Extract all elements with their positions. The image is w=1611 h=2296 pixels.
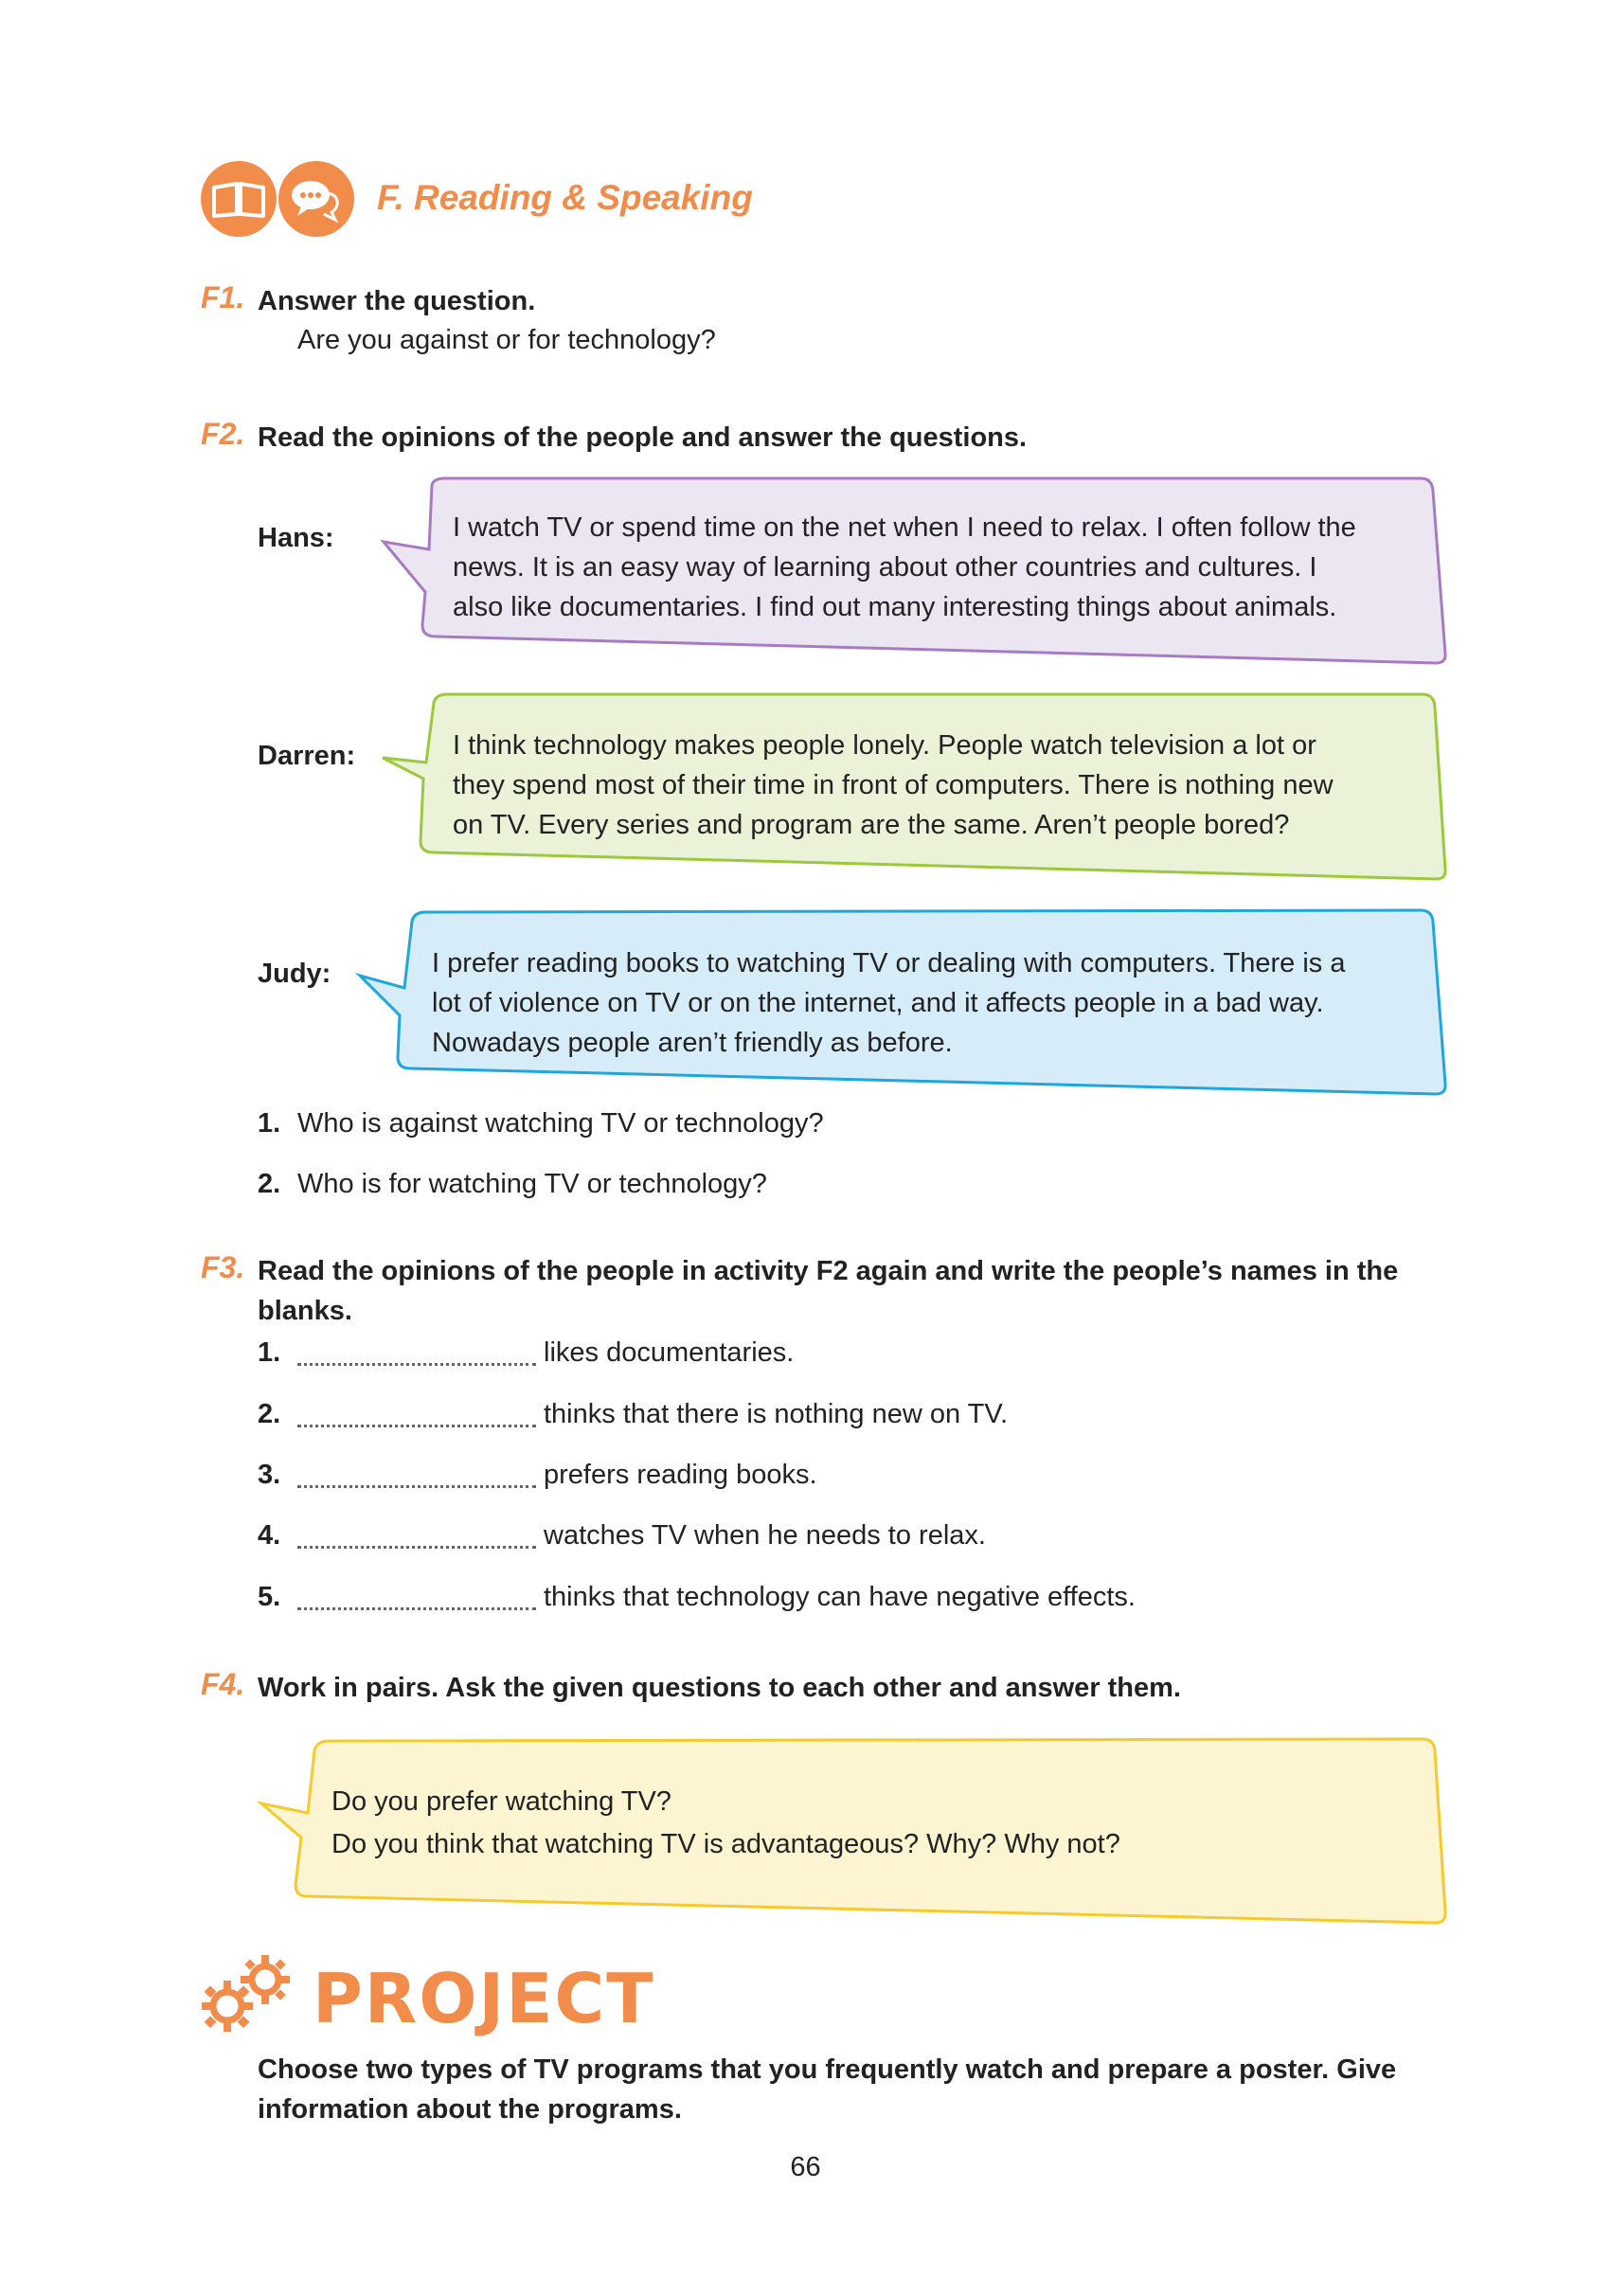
blank-4-number: 4.: [258, 1520, 281, 1551]
blank-4-text: watches TV when he needs to relax.: [544, 1520, 986, 1551]
f3-instruction-line1: Read the opinions of the people in activity F2 again and write the people’s names in the: [258, 1256, 1399, 1286]
f4-questions: Do you prefer watching TV? Do you think that watching TV is advantageous? Why? Why not?: [331, 1786, 1120, 1859]
speaker-darren: Darren:: [258, 741, 356, 771]
f4-instruction: Work in pairs. Ask the given questions to each other and answer them.: [258, 1673, 1181, 1703]
hans-opinion: I watch TV or spend time on the net when I need to relax. I often follow the news. It is an easy way of learning about other countries and cultures. I also like documentaries. I find out many interesting things about animals.: [453, 512, 1356, 622]
blank-3-field[interactable]: [297, 1482, 536, 1488]
blank-2-field[interactable]: [297, 1422, 536, 1427]
blank-3-number: 3.: [258, 1460, 281, 1490]
blank-5-text: thinks that technology can have negative effects.: [544, 1582, 1136, 1612]
gears-icon: [197, 1951, 301, 2036]
question-1-number: 1.: [258, 1108, 281, 1139]
blank-3-text: prefers reading books.: [544, 1460, 817, 1490]
f2-number: F2.: [201, 417, 245, 451]
f3-number: F3.: [201, 1250, 245, 1284]
f3-instruction-line2: blanks.: [258, 1296, 352, 1326]
judy-opinion: I prefer reading books to watching TV or dealing with computers. There is a lot of violence on TV or on the internet, and it affects people in a bad way. Nowadays people aren’t friendly as before.: [432, 948, 1346, 1058]
blank-1-field[interactable]: [297, 1360, 536, 1366]
blank-2-text: thinks that there is nothing new on TV.: [544, 1399, 1009, 1429]
question-2-number: 2.: [258, 1169, 281, 1199]
question-2-text: Who is for watching TV or technology?: [297, 1169, 767, 1199]
section-title: F. Reading & Speaking: [377, 178, 753, 217]
speaker-judy: Judy:: [258, 959, 331, 989]
blank-2-number: 2.: [258, 1399, 281, 1429]
blank-5-field[interactable]: [297, 1605, 536, 1610]
blank-1-text: likes documentaries.: [544, 1337, 795, 1368]
page-number: 66: [790, 2152, 821, 2182]
speaker-hans: Hans:: [258, 523, 334, 553]
project-text: Choose two types of TV programs that you frequently watch and prepare a poster. Give information about the programs.: [258, 2054, 1397, 2125]
question-1-text: Who is against watching TV or technology?: [297, 1108, 824, 1139]
f1-instruction: Answer the question.: [258, 286, 536, 316]
darren-opinion: I think technology makes people lonely. People watch television a lot or they spend most of their time in front of computers. There is nothing new on TV. Every series and program are the same. Aren’t people bored?: [453, 730, 1334, 840]
f1-number: F1.: [201, 280, 245, 314]
f1-question: Are you against or for technology?: [297, 325, 716, 355]
blank-1-number: 1.: [258, 1337, 281, 1368]
f2-instruction: Read the opinions of the people and answer the questions.: [258, 422, 1028, 453]
blank-4-field[interactable]: [297, 1543, 536, 1549]
project-title: PROJECT: [313, 1959, 655, 2038]
blank-5-number: 5.: [258, 1582, 281, 1612]
f4-number: F4.: [201, 1667, 245, 1701]
